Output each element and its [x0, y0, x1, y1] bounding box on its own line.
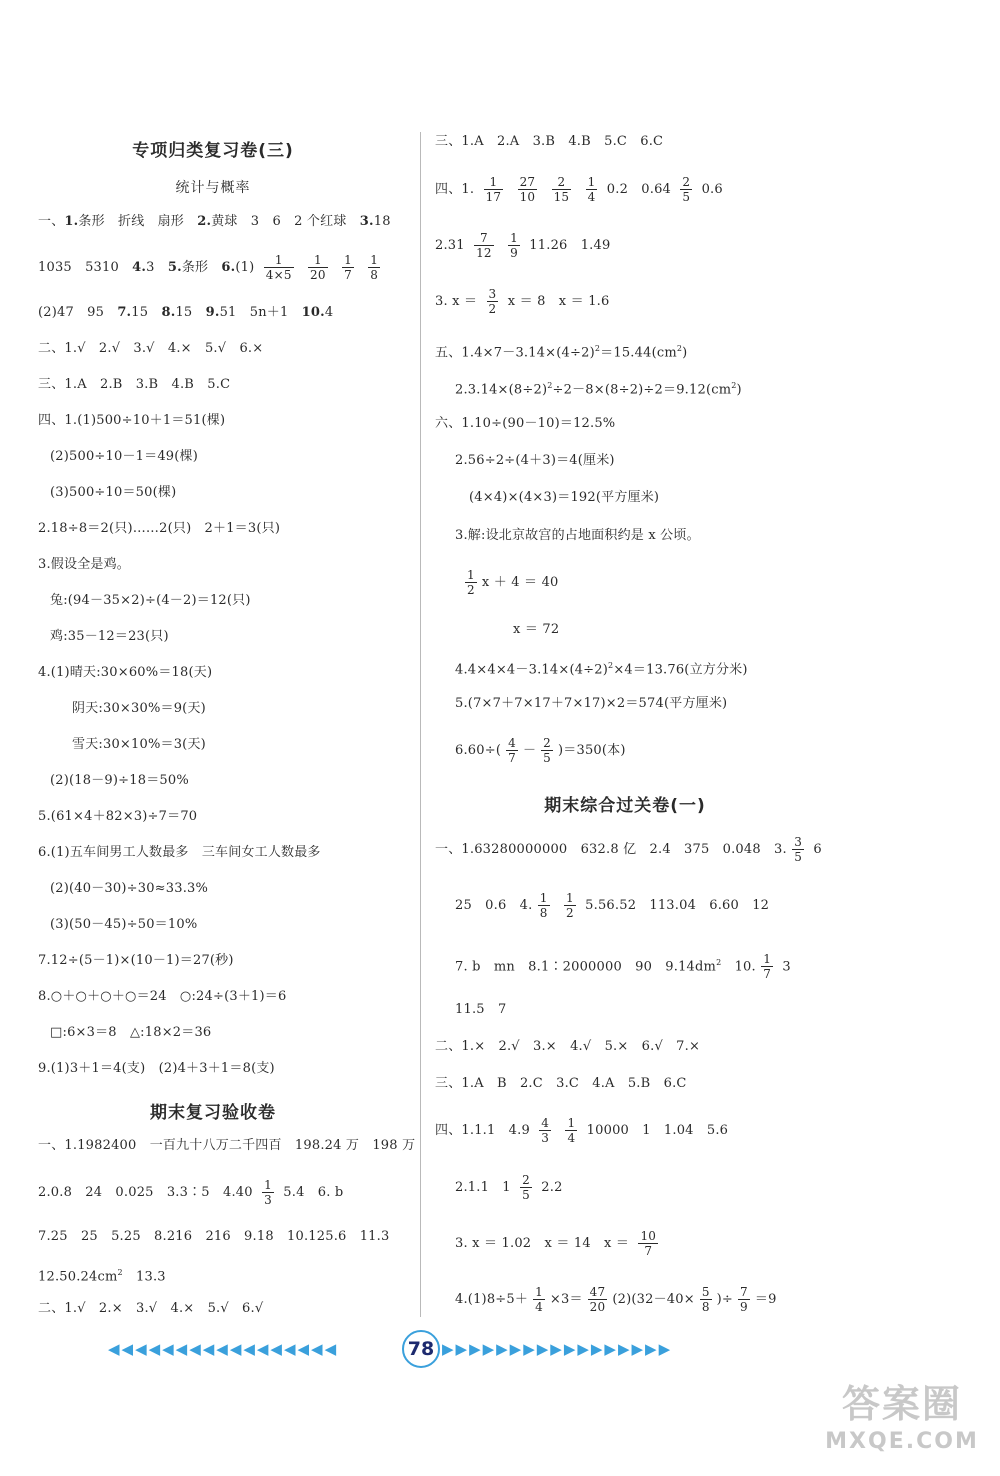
- answer-line: 25 0.6 4. $\frac{1}{8}$ $\frac{1}{2}$ 5.56.52 113.04 6.60 12: [455, 891, 770, 920]
- answer-line: 阴天:30×30%＝9(天): [72, 701, 206, 716]
- answer-line: 三、1.A B 2.C 3.C 4.A 5.B 6.C: [435, 1076, 687, 1091]
- answer-line: $2.3.14\times(8\div 2)^2\div 2-8\times(8\div 2)\div 2=9.12(cm^2)$: [455, 381, 742, 398]
- arrow-right-icon: ▶▶▶▶▶▶▶▶▶▶▶▶▶▶▶▶▶: [442, 1340, 673, 1358]
- answer-line: x ＝ 72: [513, 622, 560, 637]
- fraction: $\frac{4}{3}$: [541, 1116, 550, 1145]
- fraction: $\frac{5}{8}$: [701, 1285, 710, 1314]
- answer-line: 2.0.8 24 0.025 3.3∶5 4.40 $\frac{1}{3}$ 5.4 6. b: [38, 1178, 344, 1207]
- fraction: $\frac{1}{8}$: [370, 253, 379, 282]
- fraction: $\frac{2}{5}$: [543, 736, 552, 765]
- answer-line: 雪天:30×10%＝3(天): [72, 737, 206, 752]
- section-title: 专项归类复习卷(三): [132, 141, 294, 161]
- answer-line: 8.○＋○＋○＋○＝24 ○:24÷(3＋1)＝6: [38, 989, 287, 1004]
- fraction: $\frac{3}{5}$: [794, 835, 803, 864]
- fraction: $\frac{1}{7}$: [763, 952, 772, 982]
- fraction: $\frac{1}{2}$: [467, 568, 475, 597]
- answer-line: 4.(1)8÷5＋ $\frac{1}{4}$ ×3＝ $\frac{47}{20}$ (2)(32－40× $\frac{5}{8}$ )÷ $\frac{7}{9}$ ＝9: [455, 1285, 777, 1314]
- watermark-url: MXQE.COM: [825, 1429, 979, 1454]
- fraction: $\frac{7}{9}$: [740, 1285, 748, 1314]
- answer-line: 四、1.(1)500÷10＋1＝51(棵): [38, 413, 226, 428]
- fraction: $\frac{1}{4}$: [567, 1116, 576, 1145]
- fraction: $\frac{2}{5}$: [682, 175, 691, 204]
- fraction: $\frac{4}{7}$: [508, 736, 516, 765]
- fraction: $\frac{1}{3}$: [264, 1178, 272, 1207]
- fraction: $\frac{1}{2}$: [565, 891, 574, 920]
- answer-line: 1035 5310 4.3 5.条形 6.(1) $\frac{1}{4\times 5}$ $\frac{1}{20}$ $\frac{1}{7}$ $\frac{1}{8}$: [38, 253, 379, 282]
- answer-line: (2)(40－30)÷30≈33.3%: [50, 881, 209, 896]
- fraction: $\frac{2}{15}$: [553, 175, 570, 204]
- answer-line: $12.50.24cm^2$ 13.3: [38, 1268, 166, 1285]
- left-column: [38, 0, 438, 1340]
- fraction: $\frac{27}{10}$: [519, 175, 536, 204]
- answer-line: (3)(50－45)÷50＝10%: [50, 917, 198, 932]
- answer-line: (2)(18－9)÷18＝50%: [50, 773, 189, 788]
- fraction: $\frac{7}{12}$: [476, 231, 492, 260]
- fraction: $\frac{47}{20}$: [589, 1285, 606, 1314]
- answer-line: (2)47 95 7.15 8.15 9.51 5n＋1 10.4: [38, 305, 334, 320]
- page-footer: [100, 1330, 740, 1366]
- answer-line: $4.4\times 4\times 4-3.14\times(4\div 2)^2\times 4=13.76$(立方分米): [455, 661, 748, 678]
- answer-line: 2.31 $\frac{7}{12}$ $\frac{1}{9}$ 11.26 1.49: [435, 231, 611, 260]
- answer-line: $\frac{1}{2}$ x ＋ 4 ＝ 40: [467, 568, 559, 597]
- answer-line: 2.18÷8＝2(只)……2(只) 2＋1＝3(只): [38, 521, 281, 536]
- section-title: 期末复习验收卷: [150, 1103, 276, 1123]
- answer-line: 3. x ＝ 1.02 x ＝ 14 x ＝ $\frac{10}{7}$: [455, 1229, 657, 1258]
- answer-line: 六、1.10÷(90－10)＝12.5%: [435, 416, 616, 431]
- answer-line: 四、1. $\frac{1}{17}$ $\frac{27}{10}$ $\frac{2}{15}$ $\frac{1}{4}$ 0.2 0.64 $\frac{2}{5}$ 0.6: [435, 175, 723, 204]
- answer-line: 2.1.1 1 $\frac{2}{5}$ 2.2: [455, 1173, 563, 1202]
- answer-line: 5.(7×7＋7×17＋7×17)×2＝574(平方厘米): [455, 696, 728, 711]
- answer-line: 鸡:35－12＝23(只): [50, 629, 169, 644]
- fraction: $\frac{3}{2}$: [488, 287, 497, 316]
- fraction: $\frac{1}{17}$: [485, 175, 502, 204]
- fraction: $\frac{1}{4\times 5}$: [265, 253, 292, 282]
- answer-line: (4×4)×(4×3)＝192(平方厘米): [469, 490, 660, 505]
- answer-line: 3.假设全是鸡。: [38, 557, 131, 572]
- answer-line: (3)500÷10＝50(棵): [50, 485, 177, 500]
- column-divider: [420, 132, 421, 1317]
- answer-line: □:6×3＝8 △:18×2＝36: [50, 1025, 212, 1040]
- answer-line: 三、1.A 2.B 3.B 4.B 5.C: [38, 377, 231, 392]
- page-number: 78: [402, 1330, 440, 1368]
- fraction: $\frac{1}{9}$: [510, 231, 518, 260]
- fraction: $\frac{1}{8}$: [539, 891, 548, 920]
- section-title: 期末综合过关卷(一): [544, 796, 706, 816]
- answer-line: 7. b mn 8.1∶2000000 90 $9.14dm^2$ 10. $\frac{1}{7}$ 3: [455, 952, 791, 982]
- watermark-logo: [812, 1380, 992, 1470]
- answer-line: 3. x ＝ $\frac{3}{2}$ x ＝ 8 x ＝ 1.6: [435, 287, 610, 316]
- answer-line: 一、1.条形 折线 扇形 2.黄球 3 6 2 个红球 3.18: [38, 214, 391, 229]
- answer-line: 6.(1)五车间男工人数最多 三车间女工人数最多: [38, 845, 321, 860]
- fraction: $\frac{10}{7}$: [640, 1229, 657, 1258]
- answer-line: 四、1.1.1 4.9 $\frac{4}{3}$ $\frac{1}{4}$ 10000 1 1.04 5.6: [435, 1116, 729, 1145]
- answer-line: 一、1.63280000000 632.8 亿 2.4 375 0.048 3. $\frac{3}{5}$ 6: [435, 835, 822, 864]
- answer-line: 二、1.√ 2.√ 3.√ 4.× 5.√ 6.×: [38, 341, 264, 356]
- answer-line: 11.5 7: [455, 1002, 507, 1017]
- answer-line: 二、1.× 2.√ 3.× 4.√ 5.× 6.√ 7.×: [435, 1039, 701, 1054]
- answer-line: 二、1.√ 2.× 3.√ 4.× 5.√ 6.√: [38, 1301, 264, 1316]
- answer-line: 6.60÷( $\frac{4}{7}$ － $\frac{2}{5}$ )＝350(本): [455, 736, 626, 765]
- answer-line: 3.解:设北京故宫的占地面积约是 x 公顷。: [455, 528, 700, 543]
- answer-line: (2)500÷10－1＝49(棵): [50, 449, 199, 464]
- watermark-text: 答案圈: [841, 1382, 962, 1426]
- answer-line: 7.12÷(5－1)×(10－1)＝27(秒): [38, 953, 234, 968]
- fraction: $\frac{1}{20}$: [310, 253, 326, 282]
- arrow-left-icon: ◀◀◀◀◀◀◀◀◀◀◀◀◀◀◀◀◀: [108, 1340, 339, 1358]
- answer-line: 5.(61×4＋82×3)÷7＝70: [38, 809, 198, 824]
- answer-line: 7.25 25 5.25 8.216 216 9.18 10.125.6 11.3: [38, 1229, 390, 1244]
- answer-line: 2.56÷2÷(4＋3)＝4(厘米): [455, 453, 615, 468]
- answer-line: 兔:(94－35×2)÷(4－2)＝12(只): [50, 593, 251, 608]
- answer-line: 五、$1.4\times 7-3.14\times(4\div 2)^2=15.44(cm^2)$: [435, 344, 688, 361]
- fraction: $\frac{1}{7}$: [344, 253, 352, 282]
- answer-line: 三、1.A 2.A 3.B 4.B 5.C 6.C: [435, 134, 664, 149]
- answer-line: 一、1.1982400 一百九十八万二千四百 198.24 万 198 万: [38, 1138, 416, 1153]
- fraction: $\frac{2}{5}$: [522, 1173, 530, 1202]
- answer-line: 4.(1)晴天:30×60%＝18(天): [38, 665, 213, 680]
- right-column: [435, 0, 835, 1340]
- answer-line: 9.(1)3＋1＝4(支) (2)4＋3＋1＝8(支): [38, 1061, 275, 1076]
- section-subtitle: 统计与概率: [175, 180, 251, 196]
- fraction: $\frac{1}{4}$: [535, 1285, 543, 1314]
- fraction: $\frac{1}{4}$: [587, 175, 596, 204]
